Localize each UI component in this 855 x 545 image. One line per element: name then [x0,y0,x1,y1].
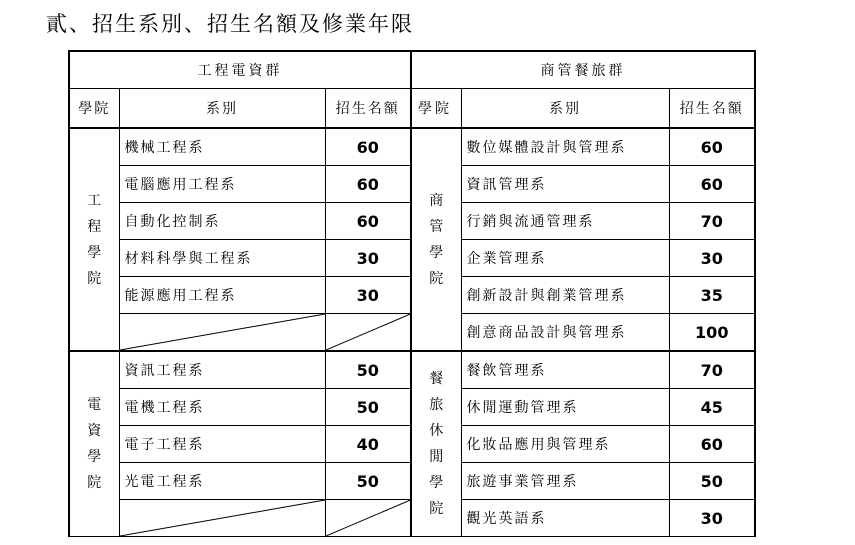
dept-cell: 休閒運動管理系 [461,389,669,426]
quota-cell: 70 [669,351,755,389]
empty-diagonal-cell [119,314,325,352]
dept-cell: 化妝品應用與管理系 [461,426,669,463]
column-header-quota: 招生名額 [669,89,755,129]
quota-cell: 60 [669,128,755,166]
quota-cell: 60 [325,203,411,240]
dept-cell: 行銷與流通管理系 [461,203,669,240]
dept-cell: 電子工程系 [119,426,325,463]
college-cell-eecs: 電資學院 [69,351,119,537]
quota-cell: 50 [325,463,411,500]
page-title: 貳、招生系別、招生名額及修業年限 [46,12,414,36]
quota-cell: 30 [669,240,755,277]
diagonal-line [326,314,411,350]
dept-cell: 數位媒體設計與管理系 [461,128,669,166]
empty-diagonal-cell [119,500,325,537]
quota-cell: 30 [325,240,411,277]
quota-cell: 40 [325,426,411,463]
dept-cell: 光電工程系 [119,463,325,500]
column-header-college: 學院 [69,89,119,129]
quota-cell: 60 [669,166,755,203]
quota-cell: 60 [325,166,411,203]
dept-cell: 資訊工程系 [119,351,325,389]
column-header-dept: 系別 [119,89,325,129]
college-cell-hospitality: 餐旅休閒學院 [411,351,461,537]
quota-cell: 45 [669,389,755,426]
diagonal-line [326,500,411,536]
dept-cell: 能源應用工程系 [119,277,325,314]
dept-cell: 旅遊事業管理系 [461,463,669,500]
quota-cell: 100 [669,314,755,352]
column-header-dept: 系別 [461,89,669,129]
empty-diagonal-cell [325,314,411,352]
quota-cell: 60 [669,426,755,463]
enrollment-table [68,50,756,537]
quota-cell: 50 [325,351,411,389]
dept-cell: 創意商品設計與管理系 [461,314,669,352]
college-cell-engineering: 工程學院 [69,128,119,351]
dept-cell: 觀光英語系 [461,500,669,537]
quota-cell: 70 [669,203,755,240]
college-cell-business: 商管學院 [411,128,461,351]
dept-cell: 電機工程系 [119,389,325,426]
empty-diagonal-cell [325,500,411,537]
dept-cell: 餐飲管理系 [461,351,669,389]
dept-cell: 自動化控制系 [119,203,325,240]
dept-cell: 創新設計與創業管理系 [461,277,669,314]
dept-cell: 機械工程系 [119,128,325,166]
dept-cell: 企業管理系 [461,240,669,277]
quota-cell: 30 [669,500,755,537]
quota-cell: 35 [669,277,755,314]
group-header-engineering: 工程電資群 [69,51,411,89]
dept-cell: 電腦應用工程系 [119,166,325,203]
column-header-college: 學院 [411,89,461,129]
quota-cell: 50 [325,389,411,426]
column-header-quota: 招生名額 [325,89,411,129]
dept-cell: 資訊管理系 [461,166,669,203]
quota-cell: 30 [325,277,411,314]
diagonal-line [120,500,325,536]
diagonal-line [120,314,325,350]
group-header-business: 商管餐旅群 [411,51,755,89]
dept-cell: 材料科學與工程系 [119,240,325,277]
quota-cell: 60 [325,128,411,166]
quota-cell: 50 [669,463,755,500]
